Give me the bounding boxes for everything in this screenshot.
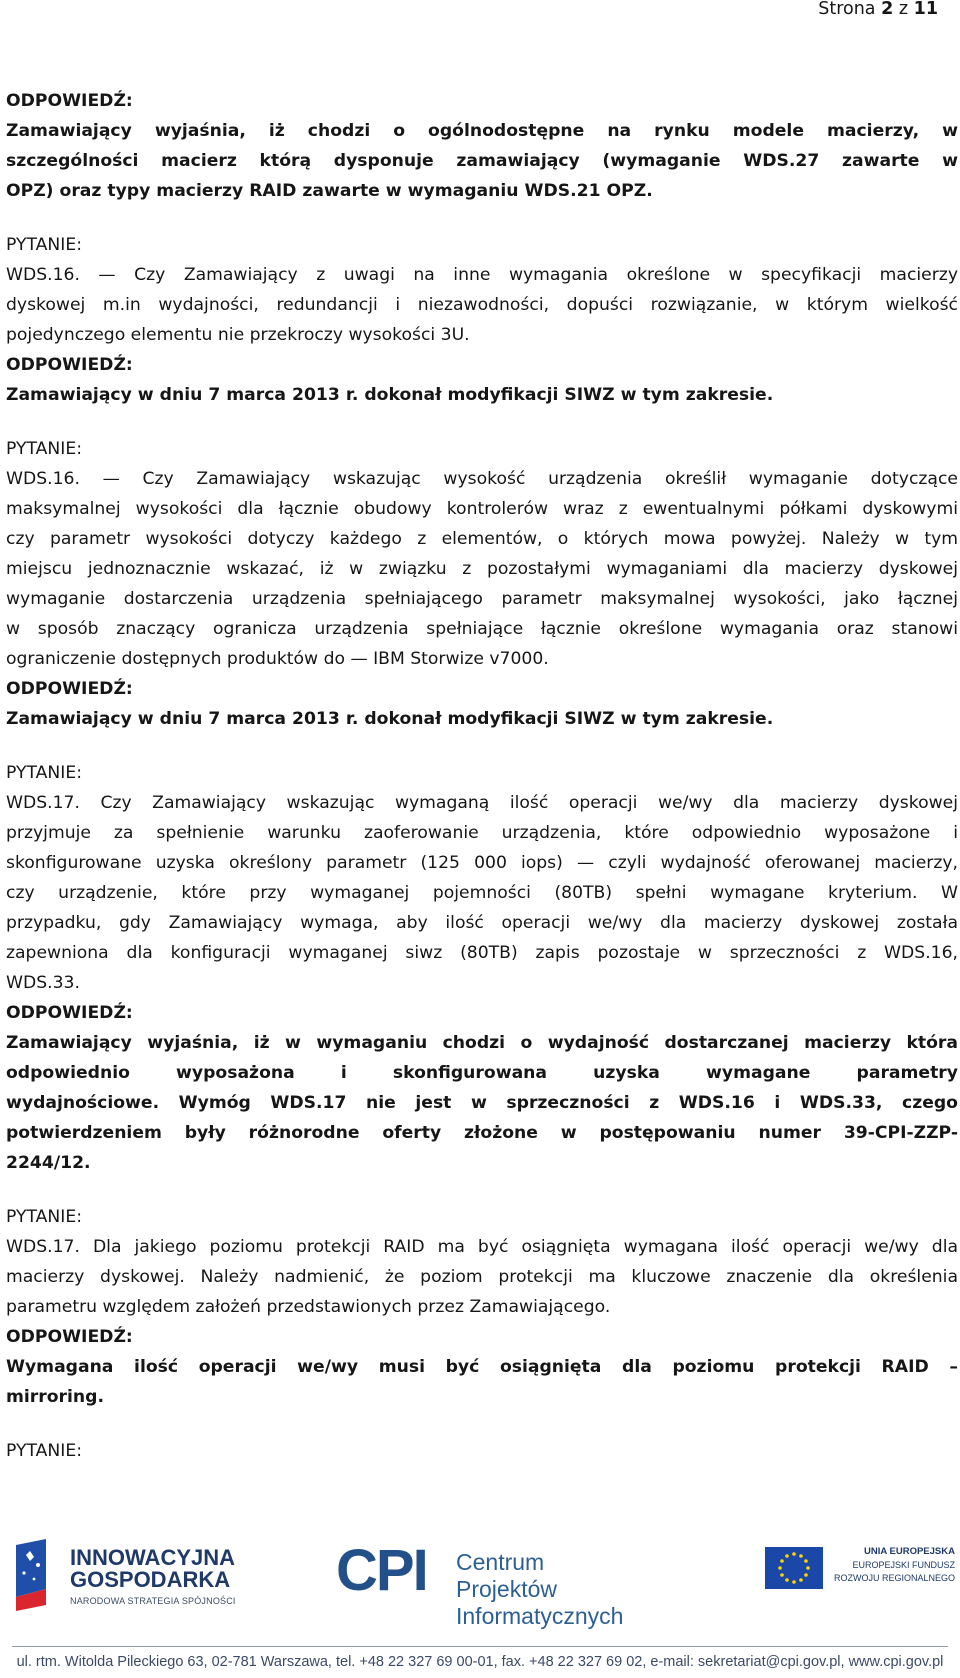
question-line: zapewniona dla konfiguracji wymaganej siwz (80TB) zapis pozostaje w sprzeczności z WDS.16, — [6, 943, 958, 963]
eu-logo — [765, 1545, 955, 1605]
question-line: WDS.17. Czy Zamawiający wskazując wymaganą ilość operacji we/wy dla macierzy dyskowej — [6, 793, 958, 813]
answer-line: odpowiednio wyposażona i skonfigurowana uzyska wymagane parametry — [6, 1063, 958, 1083]
question-block — [6, 1436, 958, 1466]
answer-block — [6, 674, 958, 734]
answer-label: ODPOWIEDŹ: — [6, 1003, 133, 1023]
question-line: skonfigurowane uzyska określony parametr (125 000 iops) — czyli wydajność oferowanej macierzy, — [6, 853, 958, 873]
cpi-name-2: Informatycznych — [456, 1603, 624, 1629]
ig-title-1: INNOWACYJNA — [70, 1545, 236, 1570]
answer-block — [6, 350, 958, 410]
answer-label: ODPOWIEDŹ: — [6, 1327, 133, 1347]
answer-line: OPZ) oraz typy macierzy RAID zawarte w wymaganiu WDS.21 OPZ. — [6, 181, 653, 201]
question-block — [6, 758, 958, 998]
eu-line-3: ROZWOJU REGIONALNEGO — [833, 1573, 955, 1583]
question-label: PYTANIE: — [6, 235, 82, 255]
answer-line: mirroring. — [6, 1387, 104, 1407]
cpi-name-1: Centrum Projektów — [456, 1549, 557, 1602]
question-line: ograniczenie dostępnych produktów do — IBM Storwize v7000. — [6, 649, 549, 669]
question-line: WDS.16. — Czy Zamawiający z uwagi na inne wymagania określone w specyfikacji macierzy — [6, 265, 958, 285]
page-number — [818, 0, 938, 18]
question-line: macierzy dyskowej. Należy nadmienić, że poziom protekcji ma kluczowe znaczenie dla określenia — [6, 1267, 958, 1287]
question-line: WDS.33. — [6, 973, 80, 993]
innowacyjna-gospodarka-logo — [12, 1537, 242, 1613]
answer-block — [6, 86, 958, 206]
question-line: wymaganie dostarczenia urządzenia spełniającego parametr maksymalnej wysokości, jako łącznej — [6, 589, 958, 609]
answer-label: ODPOWIEDŹ: — [6, 679, 133, 699]
footer-address: ul. rtm. Witolda Pileckiego 63, 02-781 Warszawa, tel. +48 22 327 69 00-01, fax. +48 22 327 69 02, e-mail: sekretariat@cpi.gov.pl, www.cpi.gov.pl — [16, 1654, 944, 1670]
answer-label: ODPOWIEDŹ: — [6, 355, 133, 375]
answer-line: wydajnościowe. Wymóg WDS.17 nie jest w sprzeczności z WDS.16 i WDS.33, czego — [6, 1093, 958, 1113]
question-label: PYTANIE: — [6, 439, 82, 459]
cpi-logo — [336, 1538, 646, 1629]
question-label: PYTANIE: — [6, 763, 82, 783]
cpi-mark: CPI — [336, 1538, 427, 1603]
question-line: czy parametr wysokości dotyczy każdego z elementów, o których mowa powyżej. Należy w tym — [6, 529, 958, 549]
answer-block — [6, 1322, 958, 1412]
footer-logos — [0, 1537, 960, 1627]
answer-line: potwierdzeniem były różnorodne oferty złożone w postępowaniu numer 39-CPI-ZZP- — [6, 1123, 958, 1143]
answer-line: szczególności macierz którą dysponuje zamawiający (wymaganie WDS.27 zawarte w — [6, 151, 958, 171]
question-label: PYTANIE: — [6, 1441, 82, 1461]
question-line: przyjmuje za spełnienie warunku zaoferowanie urządzenia, które odpowiednio wyposażone i — [6, 823, 958, 843]
eu-line-1: UNIA EUROPEJSKA — [864, 1546, 955, 1557]
answer-line: Zamawiający w dniu 7 marca 2013 r. dokonał modyfikacji SIWZ w tym zakresie. — [6, 709, 774, 729]
page-total: 11 — [913, 0, 938, 19]
ig-subtitle: NARODOWA STRATEGIA SPÓJNOŚCI — [70, 1596, 236, 1606]
question-line: WDS.17. Dla jakiego poziomu protekcji RAID ma być osiągnięta wymagana ilość operacji we/wy dla — [6, 1237, 958, 1257]
question-line: przypadku, gdy Zamawiający wymaga, aby ilość operacji we/wy dla macierzy dyskowej została — [6, 913, 958, 933]
page-current: 2 — [881, 0, 894, 19]
answer-line: Zamawiający wyjaśnia, iż w wymaganiu chodzi o wydajność dostarczanej macierzy która — [6, 1033, 958, 1053]
eu-flag-icon — [765, 1547, 823, 1589]
question-line: w sposób znaczący ogranicza urządzenia spełniające łącznie określone wymagania oraz stanowi — [6, 619, 958, 639]
question-line: czy urządzenie, które przy wymaganej pojemności (80TB) spełni wymagane kryterium. W — [6, 883, 958, 903]
question-line: maksymalnej wysokości dla łącznie obudowy kontrolerów wraz z ewentualnymi półkami dyskowymi — [6, 499, 958, 519]
document-body — [6, 86, 958, 1466]
eu-line-2: EUROPEJSKI FUNDUSZ — [852, 1560, 955, 1570]
ig-title-2: GOSPODARKA — [70, 1567, 231, 1592]
footer-divider — [12, 1646, 948, 1647]
ig-flag-icon — [12, 1539, 62, 1611]
page-prefix: Strona — [818, 0, 876, 19]
answer-line: Zamawiający wyjaśnia, iż chodzi o ogólnodostępne na rynku modele macierzy, w — [6, 121, 958, 141]
question-line: pojedynczego elementu nie przekroczy wysokości 3U. — [6, 325, 470, 345]
answer-line: Zamawiający w dniu 7 marca 2013 r. dokonał modyfikacji SIWZ w tym zakresie. — [6, 385, 774, 405]
page-sep: z — [898, 0, 909, 19]
question-line: parametru względem założeń przedstawionych przez Zamawiającego. — [6, 1297, 611, 1317]
question-block — [6, 434, 958, 674]
question-line: dyskowej m.in wydajności, redundancji i niezawodności, dopuści rozwiązanie, w którym wielkość — [6, 295, 958, 315]
question-line: miejscu jednoznacznie wskazać, iż w związku z pozostałymi wymaganiami dla macierzy dyskowej — [6, 559, 958, 579]
answer-block — [6, 998, 958, 1178]
answer-line: 2244/12. — [6, 1153, 91, 1173]
answer-label: ODPOWIEDŹ: — [6, 91, 133, 111]
answer-line: Wymagana ilość operacji we/wy musi być osiągnięta dla poziomu protekcji RAID – — [6, 1357, 958, 1377]
question-block — [6, 1202, 958, 1322]
question-block — [6, 230, 958, 350]
question-line: WDS.16. — Czy Zamawiający wskazując wysokość urządzenia określił wymaganie dotyczące — [6, 469, 958, 489]
question-label: PYTANIE: — [6, 1207, 82, 1227]
